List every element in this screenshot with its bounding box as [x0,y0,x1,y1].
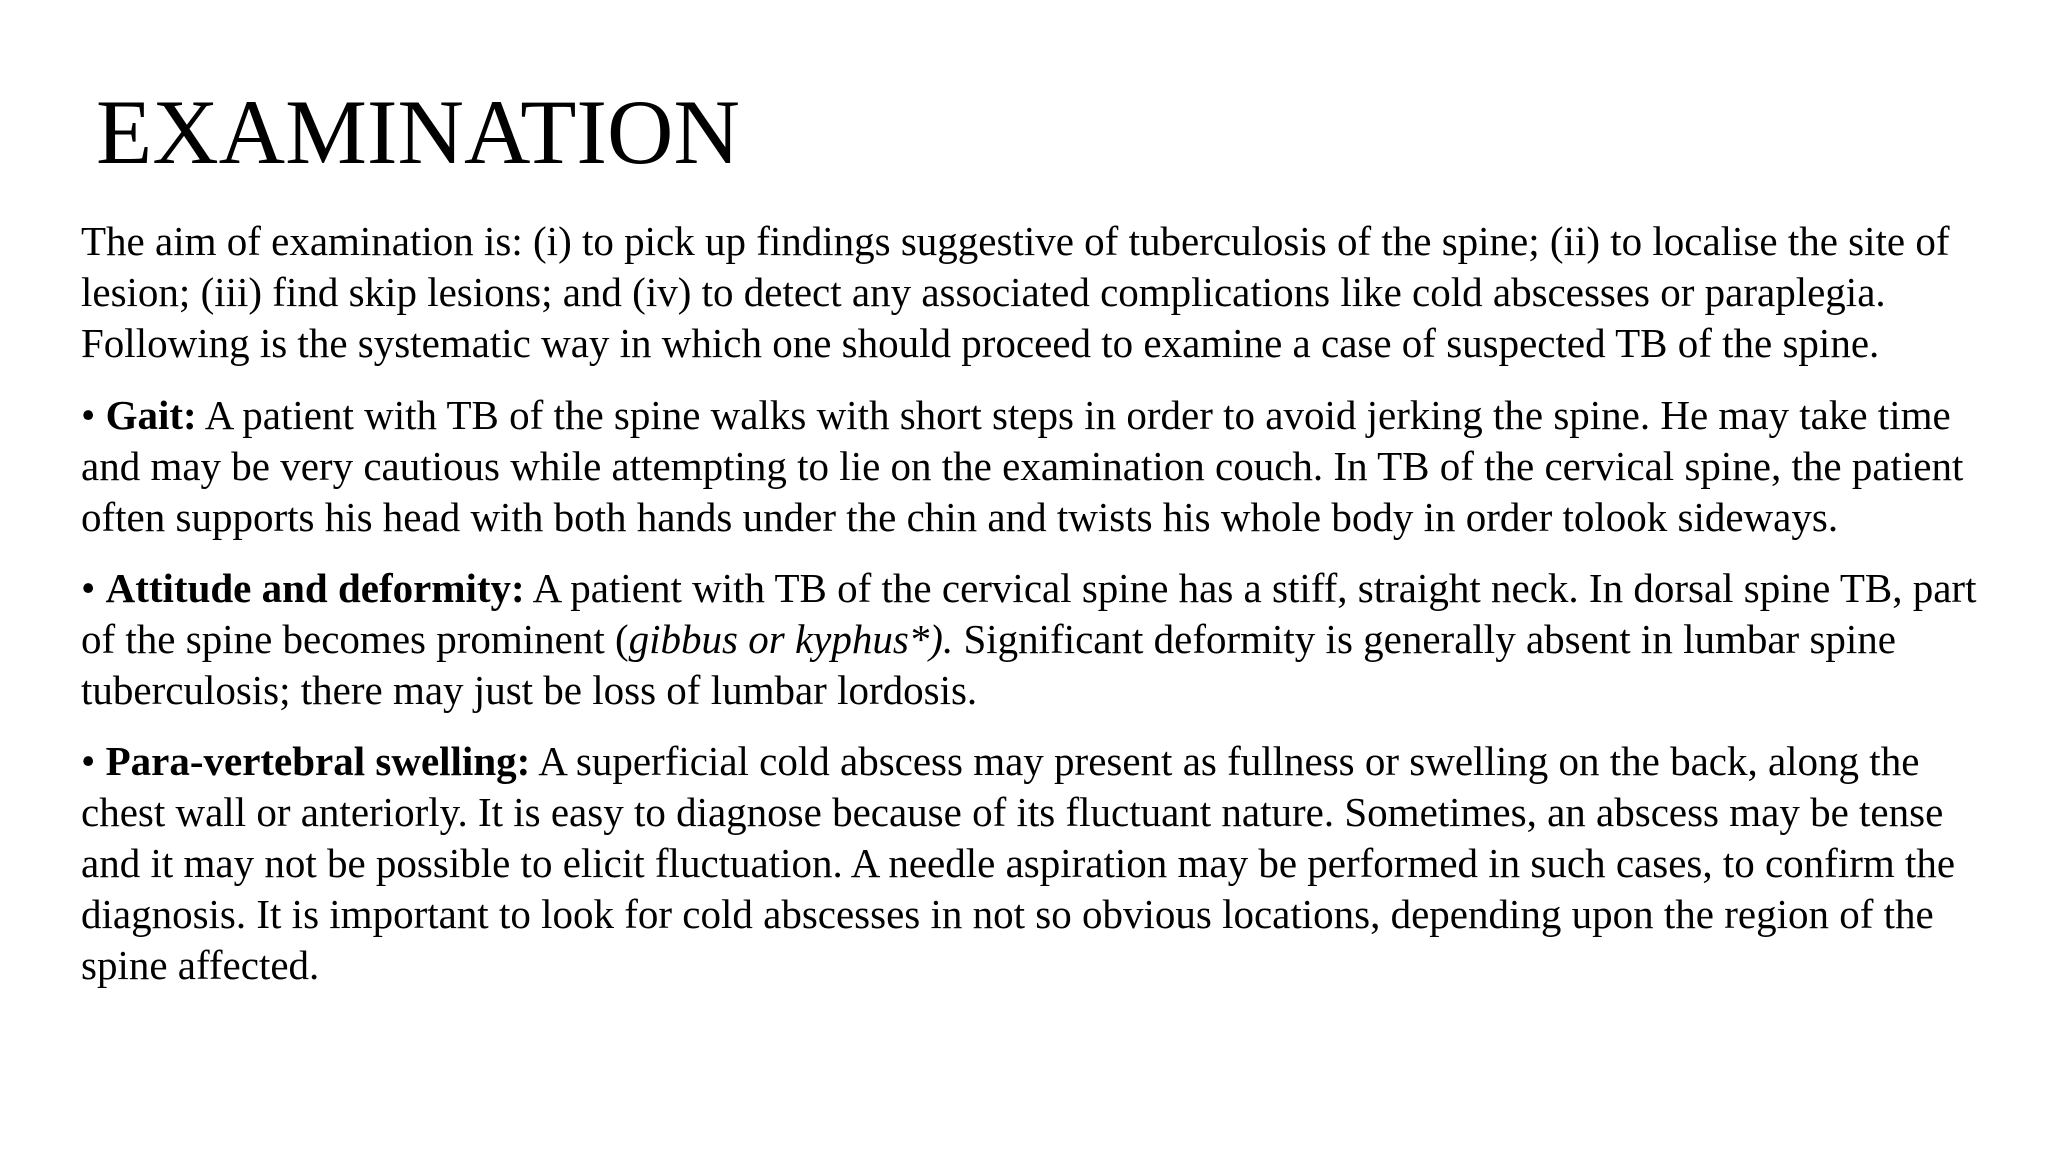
paravertebral-paragraph [81,736,2011,991]
bullet-icon: • [81,738,96,784]
gait-label: Gait: [105,392,197,438]
bullet-icon: • [81,392,96,438]
attitude-label: Attitude and deformity: [105,565,525,611]
paravertebral-label: Para-vertebral swelling: [105,738,531,784]
slide-title: EXAMINATION [96,81,740,183]
bullet-icon: • [81,565,96,611]
slide-body [81,216,2011,1011]
gait-text: A patient with TB of the spine walks with short steps in order to avoid jerking the spine. He may take time and may be very cautious while attempting to lie on the examination couch. In TB of the cervical spine, the patient often supports his head with both hands under the chin and twists his whole body in order tolook sideways. [81,392,1964,540]
paravertebral-text: A superficial cold abscess may present as fullness or swelling on the back, along the chest wall or anteriorly. It is easy to diagnose because of its fluctuant nature. Sometimes, an abscess may be tense and it may not be possible to elicit fluctuation. A needle aspiration may be performed in such cases, to confirm the diagnosis. It is important to look for cold abscesses in not so obvious locations, depending upon the region of the spine affected. [81,738,1956,988]
attitude-paragraph [81,563,2011,716]
attitude-italic-term: gibbus or kyphus*). [628,616,954,662]
intro-paragraph: The aim of examination is: (i) to pick up findings suggestive of tuberculosis of the spine; (ii) to localise the site of lesion; (iii) find skip lesions; and (iv) to detect any associated complications like cold abscesses or paraplegia. Following is the systematic way in which one should proceed to examine a case of suspected TB of the spine. [81,218,1950,366]
attitude-text-after: Significant deformity is generally absent in lumbar spine tuberculosis; there may just be loss of lumbar lordosis. [81,616,1896,713]
gait-paragraph [81,390,2011,543]
attitude-text-before: A patient with TB of the cervical spine has a stiff, straight neck. In dorsal spine TB, part of the spine becomes prominent ( [81,565,1977,662]
